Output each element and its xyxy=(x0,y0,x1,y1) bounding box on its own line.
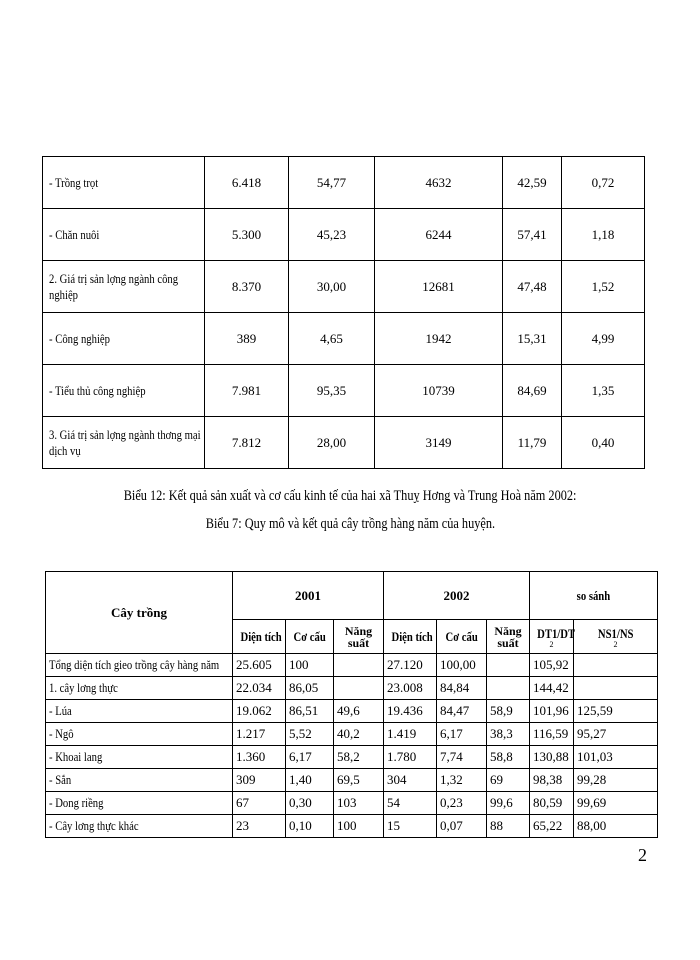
header-compare: so sánh xyxy=(530,572,658,620)
header-2002: 2002 xyxy=(384,572,530,620)
table-row: - Tiểu thủ công nghiệp 7.981 95,35 10739 84,69 1,35 xyxy=(43,365,645,417)
caption-bieu-12: Biểu 12: Kết quả sản xuất và cơ cấu kinh tế của hai xã Thuỵ Hơng và Trung Hoà năm 2002: xyxy=(123,488,577,504)
table-row: 2. Giá trị sản lợng ngành công nghiệp 8.370 30,00 12681 47,48 1,52 xyxy=(43,261,645,313)
table-row: - Chăn nuôi 5.300 45,23 6244 57,41 1,18 xyxy=(43,209,645,261)
table-row: - Công nghiệp 389 4,65 1942 15,31 4,99 xyxy=(43,313,645,365)
table-row: - Sắn 309 1,40 69,5 304 1,32 69 98,38 99,28 xyxy=(46,769,658,792)
table-row: - Dong riềng 67 0,30 103 54 0,23 99,6 80,59 99,69 xyxy=(46,792,658,815)
economic-structure-table xyxy=(42,156,645,469)
table-row: - Lúa 19.062 86,51 49,6 19.436 84,47 58,9 101,96 125,59 xyxy=(46,700,658,723)
table-row: - Khoai lang 1.360 6,17 58,2 1.780 7,74 58,8 130,88 101,03 xyxy=(46,746,658,769)
header-ratio-area: DT1/DT 2 xyxy=(530,620,574,654)
table-row: - Ngô 1.217 5,52 40,2 1.419 6,17 38,3 116,59 95,27 xyxy=(46,723,658,746)
header-crop: Cây trồng xyxy=(46,572,233,654)
header-area-2002: Diện tích xyxy=(384,620,437,654)
header-ratio-yield: NS1/NS 2 xyxy=(574,620,658,654)
header-area-2001: Diện tích xyxy=(233,620,286,654)
header-yield-2002: Năng suất xyxy=(487,620,530,654)
annual-crops-table xyxy=(45,571,658,838)
header-2001: 2001 xyxy=(233,572,384,620)
header-structure-2002: Cơ cấu xyxy=(437,620,487,654)
header-yield-2001: Năng suất xyxy=(334,620,384,654)
table-row: - Cây lơng thực khác 23 0,10 100 15 0,07 88 65,22 88,00 xyxy=(46,815,658,838)
table-row: 1. cây lơng thực 22.034 86,05 23.008 84,84 144,42 xyxy=(46,677,658,700)
table-row: - Trồng trọt 6.418 54,77 4632 42,59 0,72 xyxy=(43,157,645,209)
page-number: 2 xyxy=(638,845,647,865)
table-row: 3. Giá trị sản lợng ngành thơng mại dịch vụ 7.812 28,00 3149 11,79 0,40 xyxy=(43,417,645,469)
caption-bieu-7: Biểu 7: Quy mô và kết quả cây trồng hàng năm của huyện. xyxy=(205,516,495,532)
table-header-row xyxy=(46,572,658,620)
table-row: Tổng diện tích gieo trồng cây hàng năm 25.605 100 27.120 100,00 105,92 xyxy=(46,654,658,677)
header-structure-2001: Cơ cấu xyxy=(286,620,334,654)
